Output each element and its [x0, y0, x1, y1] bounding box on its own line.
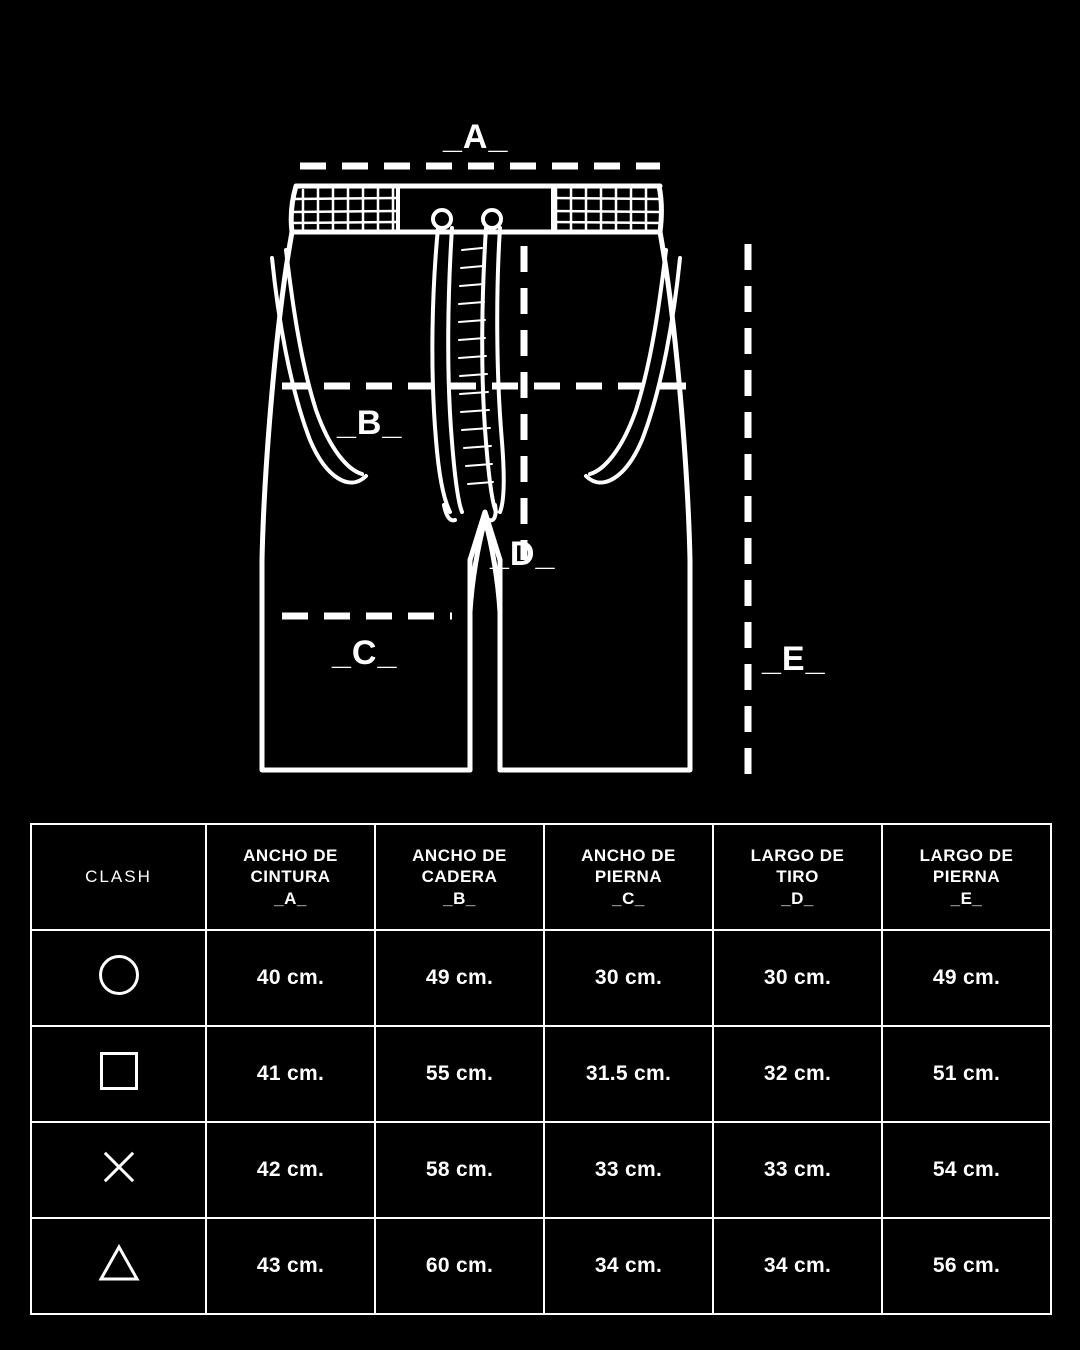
- header-line-3: _D_: [781, 888, 814, 908]
- header-line-3: _A_: [274, 888, 307, 908]
- table-row: [31, 930, 1051, 1026]
- column-header-waist-width: [206, 824, 375, 930]
- header-line-2: CADERA: [421, 867, 498, 887]
- header-line-1: ANCHO DE: [581, 846, 676, 866]
- cell-leg-width: 34 cm.: [544, 1218, 713, 1314]
- circle-icon: [99, 955, 139, 995]
- cell-leg-length: 56 cm.: [882, 1218, 1051, 1314]
- cell-leg-width: 30 cm.: [544, 930, 713, 1026]
- table-row: [31, 1122, 1051, 1218]
- dimension-label-a: _A_: [443, 118, 509, 156]
- dimension-label-e: _E_: [762, 640, 826, 678]
- cell-waist-width: 42 cm.: [206, 1122, 375, 1218]
- cell-leg-length: 54 cm.: [882, 1122, 1051, 1218]
- dimension-label-c: _C_: [332, 634, 398, 672]
- header-line-1: LARGO DE: [919, 846, 1014, 866]
- size-symbol-cell: [31, 1122, 206, 1218]
- header-line-3: _B_: [443, 888, 476, 908]
- column-header-hip-width: [375, 824, 544, 930]
- table-header: [31, 824, 1051, 930]
- cell-hip-width: 60 cm.: [375, 1218, 544, 1314]
- cell-rise-length: 33 cm.: [713, 1122, 882, 1218]
- column-header-leg-length: [882, 824, 1051, 930]
- dimension-label-d: _D_: [490, 535, 556, 573]
- cell-leg-length: 49 cm.: [882, 930, 1051, 1026]
- cell-leg-length: 51 cm.: [882, 1026, 1051, 1122]
- x-icon: [100, 1148, 138, 1186]
- table-body: [31, 930, 1051, 1314]
- header-line-1: ANCHO DE: [412, 846, 507, 866]
- size-symbol-cell: [31, 930, 206, 1026]
- triangle-icon: [98, 1244, 140, 1282]
- cell-rise-length: 32 cm.: [713, 1026, 882, 1122]
- cell-leg-width: 31.5 cm.: [544, 1026, 713, 1122]
- size-chart-table: [30, 823, 1052, 1315]
- size-symbol-cell: [31, 1026, 206, 1122]
- cell-hip-width: 49 cm.: [375, 930, 544, 1026]
- cell-rise-length: 30 cm.: [713, 930, 882, 1026]
- table-row: [31, 1026, 1051, 1122]
- cell-hip-width: 55 cm.: [375, 1026, 544, 1122]
- header-line-3: _E_: [950, 888, 983, 908]
- dimension-label-b: _B_: [337, 404, 403, 442]
- cell-leg-width: 33 cm.: [544, 1122, 713, 1218]
- header-line-2: TIRO: [776, 867, 819, 887]
- cell-waist-width: 43 cm.: [206, 1218, 375, 1314]
- brand-label: CLASH: [31, 824, 206, 930]
- table-header-row: [31, 824, 1051, 930]
- header-line-2: CINTURA: [250, 867, 331, 887]
- header-line-1: ANCHO DE: [243, 846, 338, 866]
- header-line-2: PIERNA: [594, 867, 663, 887]
- cell-rise-length: 34 cm.: [713, 1218, 882, 1314]
- cell-hip-width: 58 cm.: [375, 1122, 544, 1218]
- column-header-leg-width: [544, 824, 713, 930]
- column-header-rise-length: [713, 824, 882, 930]
- header-line-2: PIERNA: [932, 867, 1001, 887]
- header-line-3: _C_: [612, 888, 645, 908]
- cell-waist-width: 40 cm.: [206, 930, 375, 1026]
- square-icon: [100, 1052, 138, 1090]
- table-row: [31, 1218, 1051, 1314]
- header-line-1: LARGO DE: [750, 846, 845, 866]
- cell-waist-width: 41 cm.: [206, 1026, 375, 1122]
- size-symbol-cell: [31, 1218, 206, 1314]
